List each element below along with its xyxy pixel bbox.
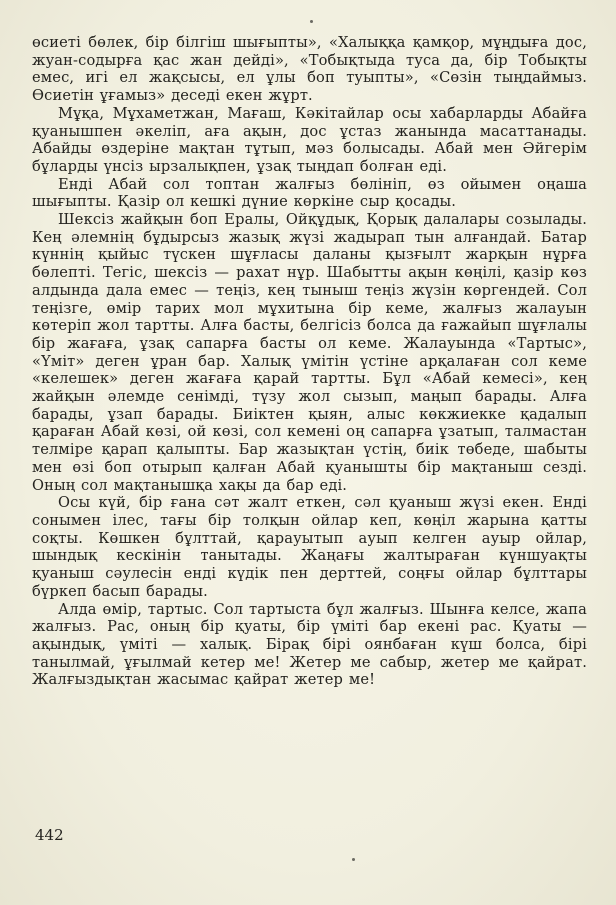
paragraph: Алда өмір, тартыс. Сол тартыста бұл жалғыз. Шынға келсе, жапа жалғыз. Рас, оның бір қуаты, бір үміті бар екені рас. Қуаты — ақындық, үміті — халық. Бірақ бірі оянбаған күш болса, бірі танылмай, ұғылмай кетер ме! Жетер ме сабыр, жетер ме қайрат. Жалғыздықтан жасымас қайрат жетер ме!: [32, 600, 587, 689]
page-text: [32, 34, 587, 689]
print-speck: [310, 20, 313, 23]
page-number: 442: [35, 826, 64, 844]
paragraph-continued: өсиеті бөлек, бір білгіш шығыпты», «Халыққа қамқор, мұңдыға дос, жуан-содырға қас жан дейді», «Тобықтыда туса да, бір Тобықты емес, игі ел жақсысы, ел ұлы боп туыпты», «Сөзін тыңдаймыз. Өсиетін ұғамыз» деседі екен жұрт.: [32, 34, 587, 105]
paragraph: Шексіз жайқын боп Ералы, Ойқұдық, Қорық далалары созылады. Кең әлемнің бұдырсыз жазық жүзі жадырап тын алғандай. Батар күннің қыйыс түскен шұғласы даланы қызғылт жарқын нұрға бөлепті. Тегіс, шексіз — рахат нұр. Шабытты ақын көңілі, қазір көз алдында дала емес — теңіз, кең тыныш теңіз жүзін көргендей. Сол теңізге, өмір тарих мол мұхитына бір кеме, жалғыз жалауын көтеріп жол тартты. Алға басты, белгісіз болса да ғажайып шұғлалы бір жағаға, ұзақ сапарға басты ол кеме. Жалауында «Тартыс», «Үміт» деген ұран бар. Халық үмітін үстіне арқалаған сол кеме «келешек» деген жағаға қарай тартты. Бұл «Абай кемесі», кең жайқын әлемде сенімді, түзу жол сызып, маңып барады. Алға барады, ұзап барады. Биіктен қыян, алыс көкжиекке қадалып қараған Абай көзі, ой көзі, сол кемені оң сапарға ұзатып, талмастан телміре қарап қалыпты. Бар жазықтан үстің, биік төбеде, шабыты мен өзі боп отырып қалған Абай қуанышты бір мақтаныш сезді. Оның сол мақтанышқа хақы да бар еді.: [32, 211, 587, 494]
paragraph: Енді Абай сол топтан жалғыз бөлініп, өз ойымен оңаша шығыпты. Қазір ол кешкі дүние көркіне сыр қосады.: [32, 175, 587, 211]
paragraph: Мұқа, Мұхаметжан, Мағаш, Кәкітайлар осы хабарларды Абайға қуанышпен әкеліп, аға ақын, дос ұстаз жанында масаттанады. Абайды өздеріне мақтан тұтып, мәз болысады. Абай мен Әйгерім бұларды үнсіз ырзалықпен, ұзақ тыңдап болған еді.: [32, 104, 587, 175]
print-speck: [352, 858, 355, 861]
paragraph: Осы күй, бір ғана сәт жалт еткен, сәл қуаныш жүзі екен. Енді сонымен ілес, тағы бір толқын ойлар кеп, көңіл жарына қатты соқты. Көшкен бұлттай, қарауытып ауып келген ауыр ойлар, шындық кескінін танытады. Жаңағы жалтыраған күншуақты қуаныш сәулесін енді күдік пен дерттей, соңғы ойлар бұлттары бүркеп басып барады.: [32, 494, 587, 600]
